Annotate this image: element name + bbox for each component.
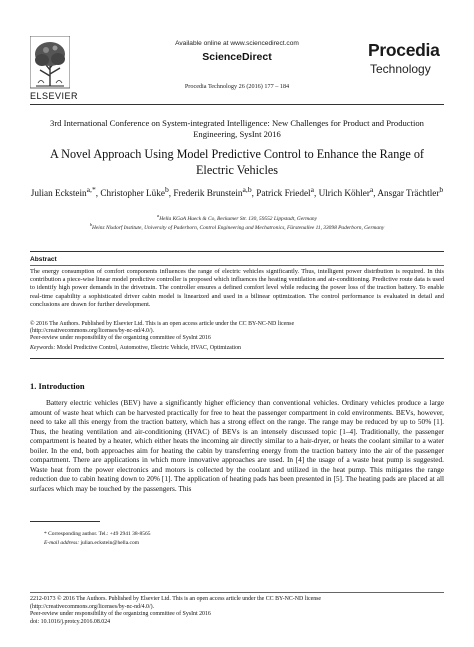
- author-name: Christopher Lüke: [100, 188, 165, 199]
- author-name: Patrick Friedel: [256, 188, 311, 199]
- author-affiliation-mark: a,*: [86, 185, 96, 194]
- publisher-logo-text: ELSEVIER: [30, 91, 79, 101]
- keywords-line: [30, 345, 444, 351]
- corresponding-author-footnote: [44, 531, 151, 537]
- affiliation-b: [30, 222, 444, 231]
- author-affiliation-mark: a,b: [242, 185, 252, 194]
- paper-title: A Novel Approach Using Model Predictive Control to Enhance the Range of Electric Vehicles: [49, 147, 424, 177]
- license-url[interactable]: (http://creativecommons.org/licenses/by-nc-nd/4.0/).: [30, 603, 155, 610]
- abstract-heading: Abstract: [30, 256, 57, 263]
- keywords-list: Model Predictive Control, Automotive, Electric Vehicle, HVAC, Optimization: [56, 345, 241, 351]
- abstract-heading-divider: [30, 265, 444, 266]
- bottom-copyright-block: [30, 596, 444, 626]
- peer-review-line: Peer-review under responsibility of the organizing committee of SysInt 2016: [30, 611, 211, 617]
- footnote-mark: *: [44, 531, 47, 537]
- author-affiliation-mark: a: [369, 185, 374, 194]
- header-divider: [30, 104, 444, 105]
- abstract-bottom-divider: [30, 358, 444, 359]
- footnote-divider: [30, 521, 100, 522]
- email-address[interactable]: julian.eckstein@hella.com: [80, 540, 139, 546]
- journal-logo-subtitle: Technology: [370, 62, 431, 76]
- license-url[interactable]: (http://creativecommons.org/licenses/by-nc-nd/4.0/).: [30, 328, 155, 335]
- affiliation-a: [30, 213, 444, 222]
- introduction-body: Battery electric vehicles (BEV) have a significantly higher efficiency than conventional vehicles. Ordinary vehicles produce a large amount of waste heat which can be harvested practically for free to heat the passenger compartment in cold environments. BEVs, however, need to take all this energy from the traction battery, which has a strong effect on the range. The range may be reduced by up to 50% [1]. Thus, the heating ventilation and air-conditioning (HVAC) of BEVs is an intensely discussed topic [1–4]. Traditionally, the passenger compartment is heated by a heater, which either heats the incoming air directly similar to a hair-dryer, or heats the coolant similar to a water boiler. In the end, both approaches aim for heating the cabin by transferring energy from the traction battery into the air of the passenger compartment. There are applications in which more innovative approaches are used. In [4] the usage of a waste heat pump is suggested. Waste heat from the power electronics and motors is collected by the coolant and utilized in the heat pump. This mitigates the range reduction due to cabin heating down to 20% [1]. The application of heating pads has been presented in [5]. The heating pads are placed at all surfaces which may be touched by the passengers. This: [30, 398, 444, 493]
- doi-line[interactable]: doi: 10.1016/j.protcy.2016.08.024: [30, 618, 111, 625]
- abstract-license: [30, 321, 444, 343]
- author-affiliation-mark: b: [439, 185, 444, 194]
- abstract-body: The energy consumption of comfort components influences the range of electric vehicles significantly. Thus, intelligent power distribution is required. In this contribution a piece-wise linear model predictive controller is proposed which influences the heating ventilation and air-conditioning. Predictive route data is used to identify high power demands in the drivetrain. The controller ensures a defined comfort level while reducing the power loss of the traction battery. To enable real-time capability a sophisticated driver cabin model is linearized and used in a bilinear optimization. The control performance is evaluated in detail and conclusions are drawn for further development.: [30, 268, 444, 308]
- email-footnote: [44, 540, 139, 546]
- affiliation-text: Hella KGaA Hueck & Co, Beckumer Str. 130, 59552 Lippstadt, Germany: [159, 215, 317, 222]
- page-header: [0, 0, 474, 104]
- bottom-divider: [30, 592, 444, 593]
- abstract-top-divider: [30, 251, 444, 252]
- license-line: © 2016 The Authors. Published by Elsevier Ltd. This is an open access article under the CC BY-NC-ND license: [30, 321, 295, 327]
- affiliation-mark: b: [89, 222, 93, 227]
- author-name: Frederik Brunstein: [173, 188, 243, 199]
- author-name: Ulrich Köhler: [318, 188, 370, 199]
- affiliation-mark: a: [157, 213, 160, 218]
- author-name: Ansgar Trächtler: [377, 188, 440, 199]
- peer-review-line: Peer-review under responsibility of the organizing committee of SysInt 2016: [30, 335, 211, 342]
- conference-name: 3rd International Conference on System-integrated Intelligence: New Challenges for Product and Production Engineering, SysInt 2016: [50, 118, 424, 139]
- author-affiliation-mark: b: [164, 185, 169, 194]
- section-heading: 1. Introduction: [30, 381, 85, 391]
- email-label: E-mail address:: [44, 540, 80, 546]
- author-name: Julian Eckstein: [30, 188, 87, 199]
- author-affiliation-mark: a: [310, 185, 315, 194]
- affiliation-text: Heinz Nixdorf Institute, University of Paderborn, Control Engineering and Mechatronics, Fürstenallee 11, 33098 Paderborn, Germany: [92, 224, 385, 231]
- journal-logo-name: Procedia: [368, 40, 440, 60]
- corresponding-author-text: Corresponding author. Tel.: +49 2941 38-8565: [48, 531, 151, 537]
- author-list: Julian Eckstein$^{a,*}$, Christopher Lüke$^b$, Frederik Brunstein$^{a,b}$, Patrick Friedel$^a$, Ulrich Köhler$^a$, Ansgar Trächtler$^b$: [30, 185, 444, 199]
- journal-reference: Procedia Technology 26 (2016) 177 – 184: [184, 83, 290, 90]
- available-online-text: Available online at www.sciencedirect.com: [175, 40, 299, 47]
- keywords-label: Keywords:: [30, 345, 56, 351]
- sciencedirect-brand: ScienceDirect: [202, 51, 272, 63]
- issn-copyright-line: 2212-0173 © 2016 The Authors. Published by Elsevier Ltd. This is an open access article under the CC BY-NC-ND license: [30, 596, 322, 602]
